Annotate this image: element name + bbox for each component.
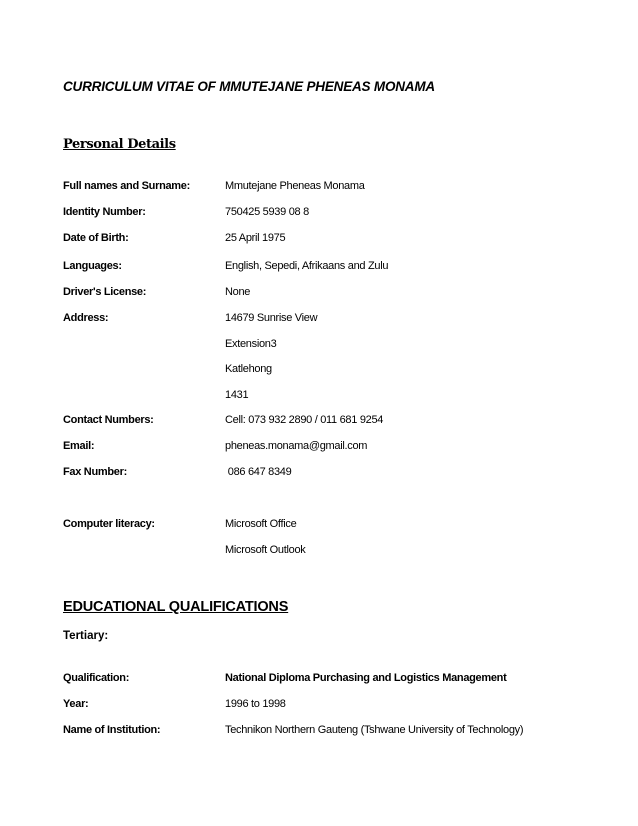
fax-number-label: Fax Number: bbox=[63, 466, 127, 478]
identity-number-value: 750425 5939 08 8 bbox=[225, 206, 309, 218]
languages-value: English, Sepedi, Afrikaans and Zulu bbox=[225, 260, 389, 272]
date-of-birth-value: 25 April 1975 bbox=[225, 232, 286, 244]
computer-literacy-value-1: Microsoft Office bbox=[225, 518, 297, 530]
drivers-license-value: None bbox=[225, 286, 251, 298]
contact-numbers-label: Contact Numbers: bbox=[63, 414, 154, 426]
educational-qualifications-heading: EDUCATIONAL QUALIFICATIONS bbox=[63, 599, 289, 615]
full-name-label: Full names and Surname: bbox=[63, 180, 190, 192]
personal-details-heading: Personal Details bbox=[63, 137, 176, 152]
document-title: CURRICULUM VITAE OF MMUTEJANE PHENEAS MONAMA bbox=[63, 79, 435, 94]
address-line-1: 14679 Sunrise View bbox=[225, 312, 318, 324]
tertiary-subheading: Tertiary: bbox=[63, 630, 109, 642]
computer-literacy-value-2: Microsoft Outlook bbox=[225, 544, 306, 556]
identity-number-label: Identity Number: bbox=[63, 206, 146, 218]
contact-numbers-value: Cell: 073 932 2890 / 011 681 9254 bbox=[225, 414, 384, 426]
address-line-4: 1431 bbox=[225, 389, 249, 401]
address-line-2: Extension3 bbox=[225, 338, 277, 350]
full-name-value: Mmutejane Pheneas Monama bbox=[225, 180, 365, 192]
institution-value: Technikon Northern Gauteng (Tshwane University of Technology) bbox=[225, 724, 524, 736]
email-value: pheneas.monama@gmail.com bbox=[225, 440, 368, 452]
year-value: 1996 to 1998 bbox=[225, 698, 286, 710]
address-line-3: Katlehong bbox=[225, 363, 272, 375]
address-label: Address: bbox=[63, 312, 109, 324]
qualification-label: Qualification: bbox=[63, 672, 130, 684]
drivers-license-label: Driver's License: bbox=[63, 286, 147, 298]
computer-literacy-label: Computer literacy: bbox=[63, 518, 155, 530]
date-of-birth-label: Date of Birth: bbox=[63, 232, 129, 244]
year-label: Year: bbox=[63, 698, 89, 710]
languages-label: Languages: bbox=[63, 260, 122, 272]
institution-label: Name of Institution: bbox=[63, 724, 161, 736]
fax-number-value: 086 647 8349 bbox=[225, 466, 292, 478]
qualification-value: National Diploma Purchasing and Logistics Management bbox=[225, 672, 507, 684]
email-label: Email: bbox=[63, 440, 95, 452]
